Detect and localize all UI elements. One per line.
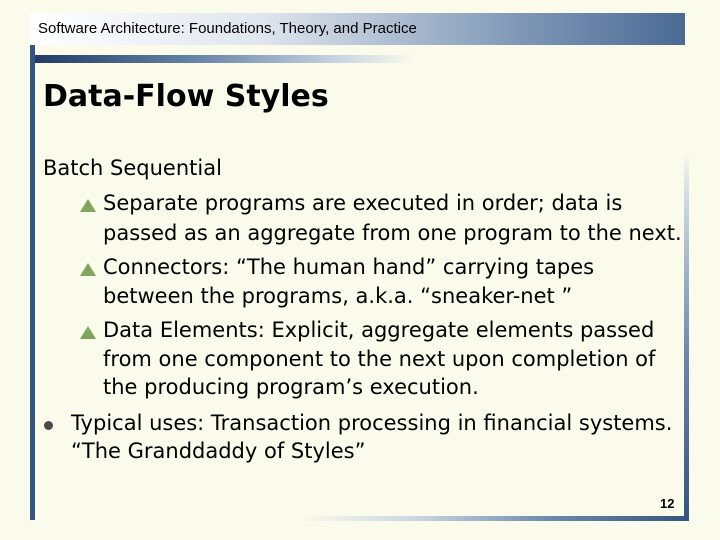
- right-accent-rule: [684, 150, 689, 520]
- left-accent-rule: [30, 45, 35, 520]
- bullet-2-line-1: Connectors: “The human hand” carrying tapes: [103, 255, 595, 279]
- bullet-3-line-1: Data Elements: Explicit, aggregate elements passed: [103, 318, 655, 342]
- header-bar: [30, 13, 685, 45]
- round-bullet-icon: [44, 421, 53, 430]
- course-title: Software Architecture: Foundations, Theory, and Practice: [38, 20, 417, 37]
- slide-title: Data-Flow Styles: [43, 79, 329, 114]
- triangle-bullet-icon: [80, 263, 96, 276]
- section-heading: Batch Sequential: [43, 156, 222, 180]
- typical-uses-line-2: “The Granddaddy of Styles”: [71, 439, 366, 463]
- triangle-bullet-icon: [80, 199, 96, 212]
- page-number: 12: [660, 496, 675, 511]
- triangle-bullet-icon: [80, 326, 96, 339]
- bullet-3-line-2: from one component to the next upon completion of: [103, 347, 656, 371]
- bullet-3-line-3: the producing program’s execution.: [103, 375, 479, 399]
- bottom-accent-rule: [300, 516, 689, 521]
- bullet-1-line-1: Separate programs are executed in order; data is: [103, 191, 623, 215]
- bullet-2-line-2: between the programs, a.k.a. “sneaker-net ”: [103, 284, 573, 308]
- typical-uses-line-1: Typical uses: Transaction processing in financial systems.: [71, 411, 673, 435]
- bullet-1-line-2: passed as an aggregate from one program to the next.: [103, 221, 682, 245]
- title-accent-rule: [35, 55, 415, 63]
